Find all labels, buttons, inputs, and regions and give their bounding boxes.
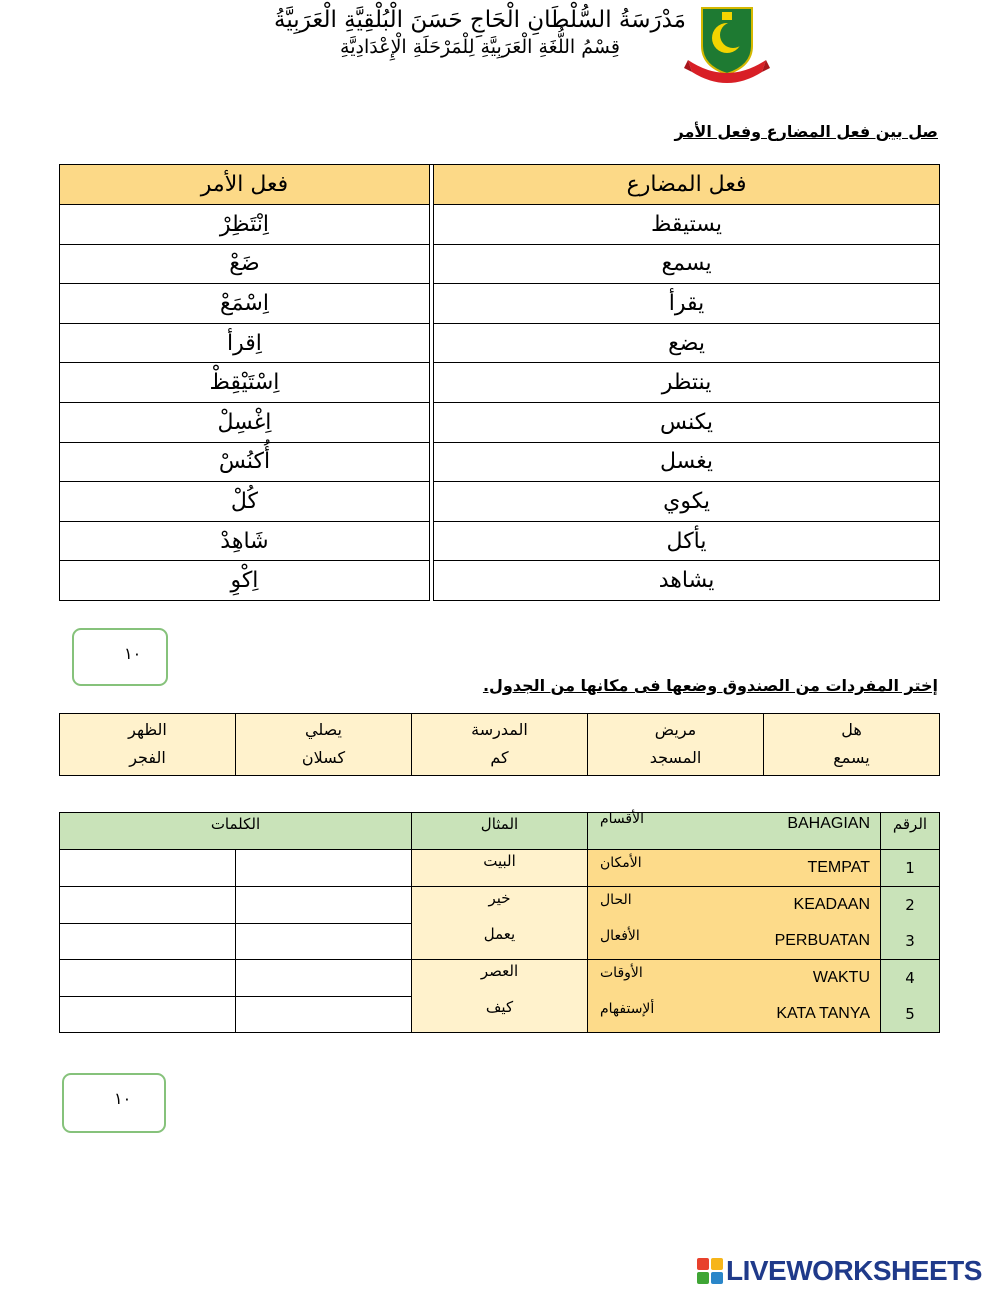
section-header-ar: الأقسام [600, 811, 644, 827]
example-column-header: المثال [412, 813, 588, 850]
match-row [60, 521, 940, 561]
word-bank-word[interactable]: يصلي [305, 720, 342, 739]
section-ms: KATA TANYA [776, 1005, 870, 1022]
word-bank-column [60, 714, 236, 776]
row-number: 4 [905, 969, 915, 987]
word-bank-word[interactable]: كم [490, 748, 509, 767]
word-bank [59, 713, 940, 776]
word-bank-word[interactable]: كسلان [301, 748, 346, 767]
match-row [60, 205, 940, 245]
word-bank-word[interactable]: المدرسة [471, 720, 528, 739]
section-ms: KEADAAN [793, 896, 870, 913]
section-ar: الأمكان [600, 855, 642, 871]
section-cell [588, 850, 881, 887]
answer-slot[interactable] [236, 996, 412, 1033]
brand-name: LIVEWORKSHEETS [726, 1255, 982, 1286]
row-number: 1 [881, 850, 940, 887]
word-placement-instruction: إختر المفردات من الصندوق وضعها فى مكانها من الجدول. [482, 676, 938, 695]
amr-word[interactable]: اِنْتَظِرْ [60, 205, 430, 245]
word-bank-column [236, 714, 412, 776]
match-row [60, 402, 940, 442]
word-bank-column [588, 714, 764, 776]
answer-slot[interactable] [60, 996, 236, 1033]
answer-slot[interactable] [236, 923, 412, 960]
matching-table [59, 164, 940, 601]
number-column-header: الرقم [881, 813, 940, 850]
section-cell [588, 887, 881, 960]
liveworksheets-brand [697, 1256, 993, 1286]
answer-slot[interactable] [60, 887, 236, 924]
word-bank-column [764, 714, 940, 776]
school-crest-logo [684, 2, 770, 86]
match-row [60, 323, 940, 363]
mudari-word[interactable]: يكنس [434, 402, 940, 442]
section-ar: ألإستفهام [600, 1001, 655, 1017]
amr-word[interactable]: اِسْتَيْقِظْ [60, 363, 430, 403]
answer-slot[interactable] [236, 960, 412, 997]
word-bank-word[interactable]: يسمع [833, 748, 870, 767]
answer-slot[interactable] [60, 850, 236, 887]
amr-word[interactable]: اِغْسِلْ [60, 402, 430, 442]
amr-word[interactable]: شَاهِدْ [60, 521, 430, 561]
match-row [60, 482, 940, 522]
answer-slot[interactable] [60, 923, 236, 960]
match-row [60, 442, 940, 482]
score-box: ١٠ [72, 628, 168, 686]
section-column-header [588, 813, 881, 850]
example-word: خير [488, 889, 511, 907]
row-number: 2 [905, 896, 915, 914]
row-number-group [881, 960, 940, 1033]
section-cell [588, 960, 881, 1033]
mudari-word[interactable]: يسمع [434, 244, 940, 284]
amr-word[interactable]: اِقرأ [60, 323, 430, 363]
row-number: 5 [905, 1005, 915, 1023]
amr-word[interactable]: اِكْوِ [60, 561, 430, 601]
mudari-word[interactable]: يكوي [434, 482, 940, 522]
example-word: كيف [485, 998, 514, 1016]
school-name: مَدْرَسَةُ السُّلْطَانِ الْحَاجِ حَسَنَ الْبُلْقِيَّةِ الْعَرَبِيَّةُ [273, 7, 686, 33]
mudari-word[interactable]: يشاهد [434, 561, 940, 601]
amr-word[interactable]: كُلْ [60, 482, 430, 522]
example-word: يعمل [483, 925, 516, 943]
section-ar: الأفعال [600, 928, 640, 944]
score-box: ١٠ [62, 1073, 166, 1133]
word-bank-word[interactable]: الظهر [128, 720, 167, 739]
section-ms: WAKTU [812, 969, 870, 986]
category-row [60, 887, 940, 924]
mudari-word[interactable]: يضع [434, 323, 940, 363]
mudari-word[interactable]: يغسل [434, 442, 940, 482]
answer-slot[interactable] [60, 960, 236, 997]
category-row [60, 960, 940, 997]
mudari-word[interactable]: يقرأ [434, 284, 940, 324]
liveworksheets-logo-icon [697, 1258, 723, 1284]
example-cell [412, 887, 588, 960]
amr-word[interactable]: أُكنُسْ [60, 442, 430, 482]
mudari-word[interactable]: يستيقظ [434, 205, 940, 245]
word-bank-word[interactable]: المسجد [649, 748, 702, 767]
category-table [59, 812, 940, 1033]
match-row [60, 244, 940, 284]
word-bank-word[interactable]: هل [841, 720, 862, 739]
example-word: العصر [480, 962, 519, 980]
word-bank-word[interactable]: الفجر [129, 748, 166, 767]
matching-instruction: صل بين فعل المضارع وفعل الأمر [674, 122, 938, 141]
row-number-group [881, 887, 940, 960]
match-row [60, 284, 940, 324]
answer-slot[interactable] [236, 850, 412, 887]
department-name: قِسْمُ اللُّغَةِ الْعَرَبِيَّةِ لِلْمَرْحَلَةِ الْإِعْدَادِيَّةِ [340, 36, 620, 58]
mudari-word[interactable]: ينتظر [434, 363, 940, 403]
amr-column-header: فعل الأمر [60, 165, 430, 205]
answer-slot[interactable] [236, 887, 412, 924]
school-header [260, 4, 700, 60]
amr-word[interactable]: اِسْمَعْ [60, 284, 430, 324]
amr-word[interactable]: ضَعْ [60, 244, 430, 284]
mudari-column-header: فعل المضارع [434, 165, 940, 205]
row-number: 3 [905, 932, 915, 950]
section-header-ms: BAHAGIAN [787, 815, 870, 832]
word-bank-word[interactable]: مريض [654, 720, 697, 739]
section-ms: TEMPAT [807, 859, 870, 876]
example-word: البيت [483, 852, 516, 870]
section-ar: الحال [600, 892, 632, 908]
match-row [60, 561, 940, 601]
words-column-header: الكلمات [60, 813, 412, 850]
word-bank-column [412, 714, 588, 776]
section-ar: الأوقات [600, 965, 643, 981]
match-row [60, 363, 940, 403]
mudari-word[interactable]: يأكل [434, 521, 940, 561]
section-ms: PERBUATAN [774, 932, 870, 949]
example-cell [412, 960, 588, 1033]
